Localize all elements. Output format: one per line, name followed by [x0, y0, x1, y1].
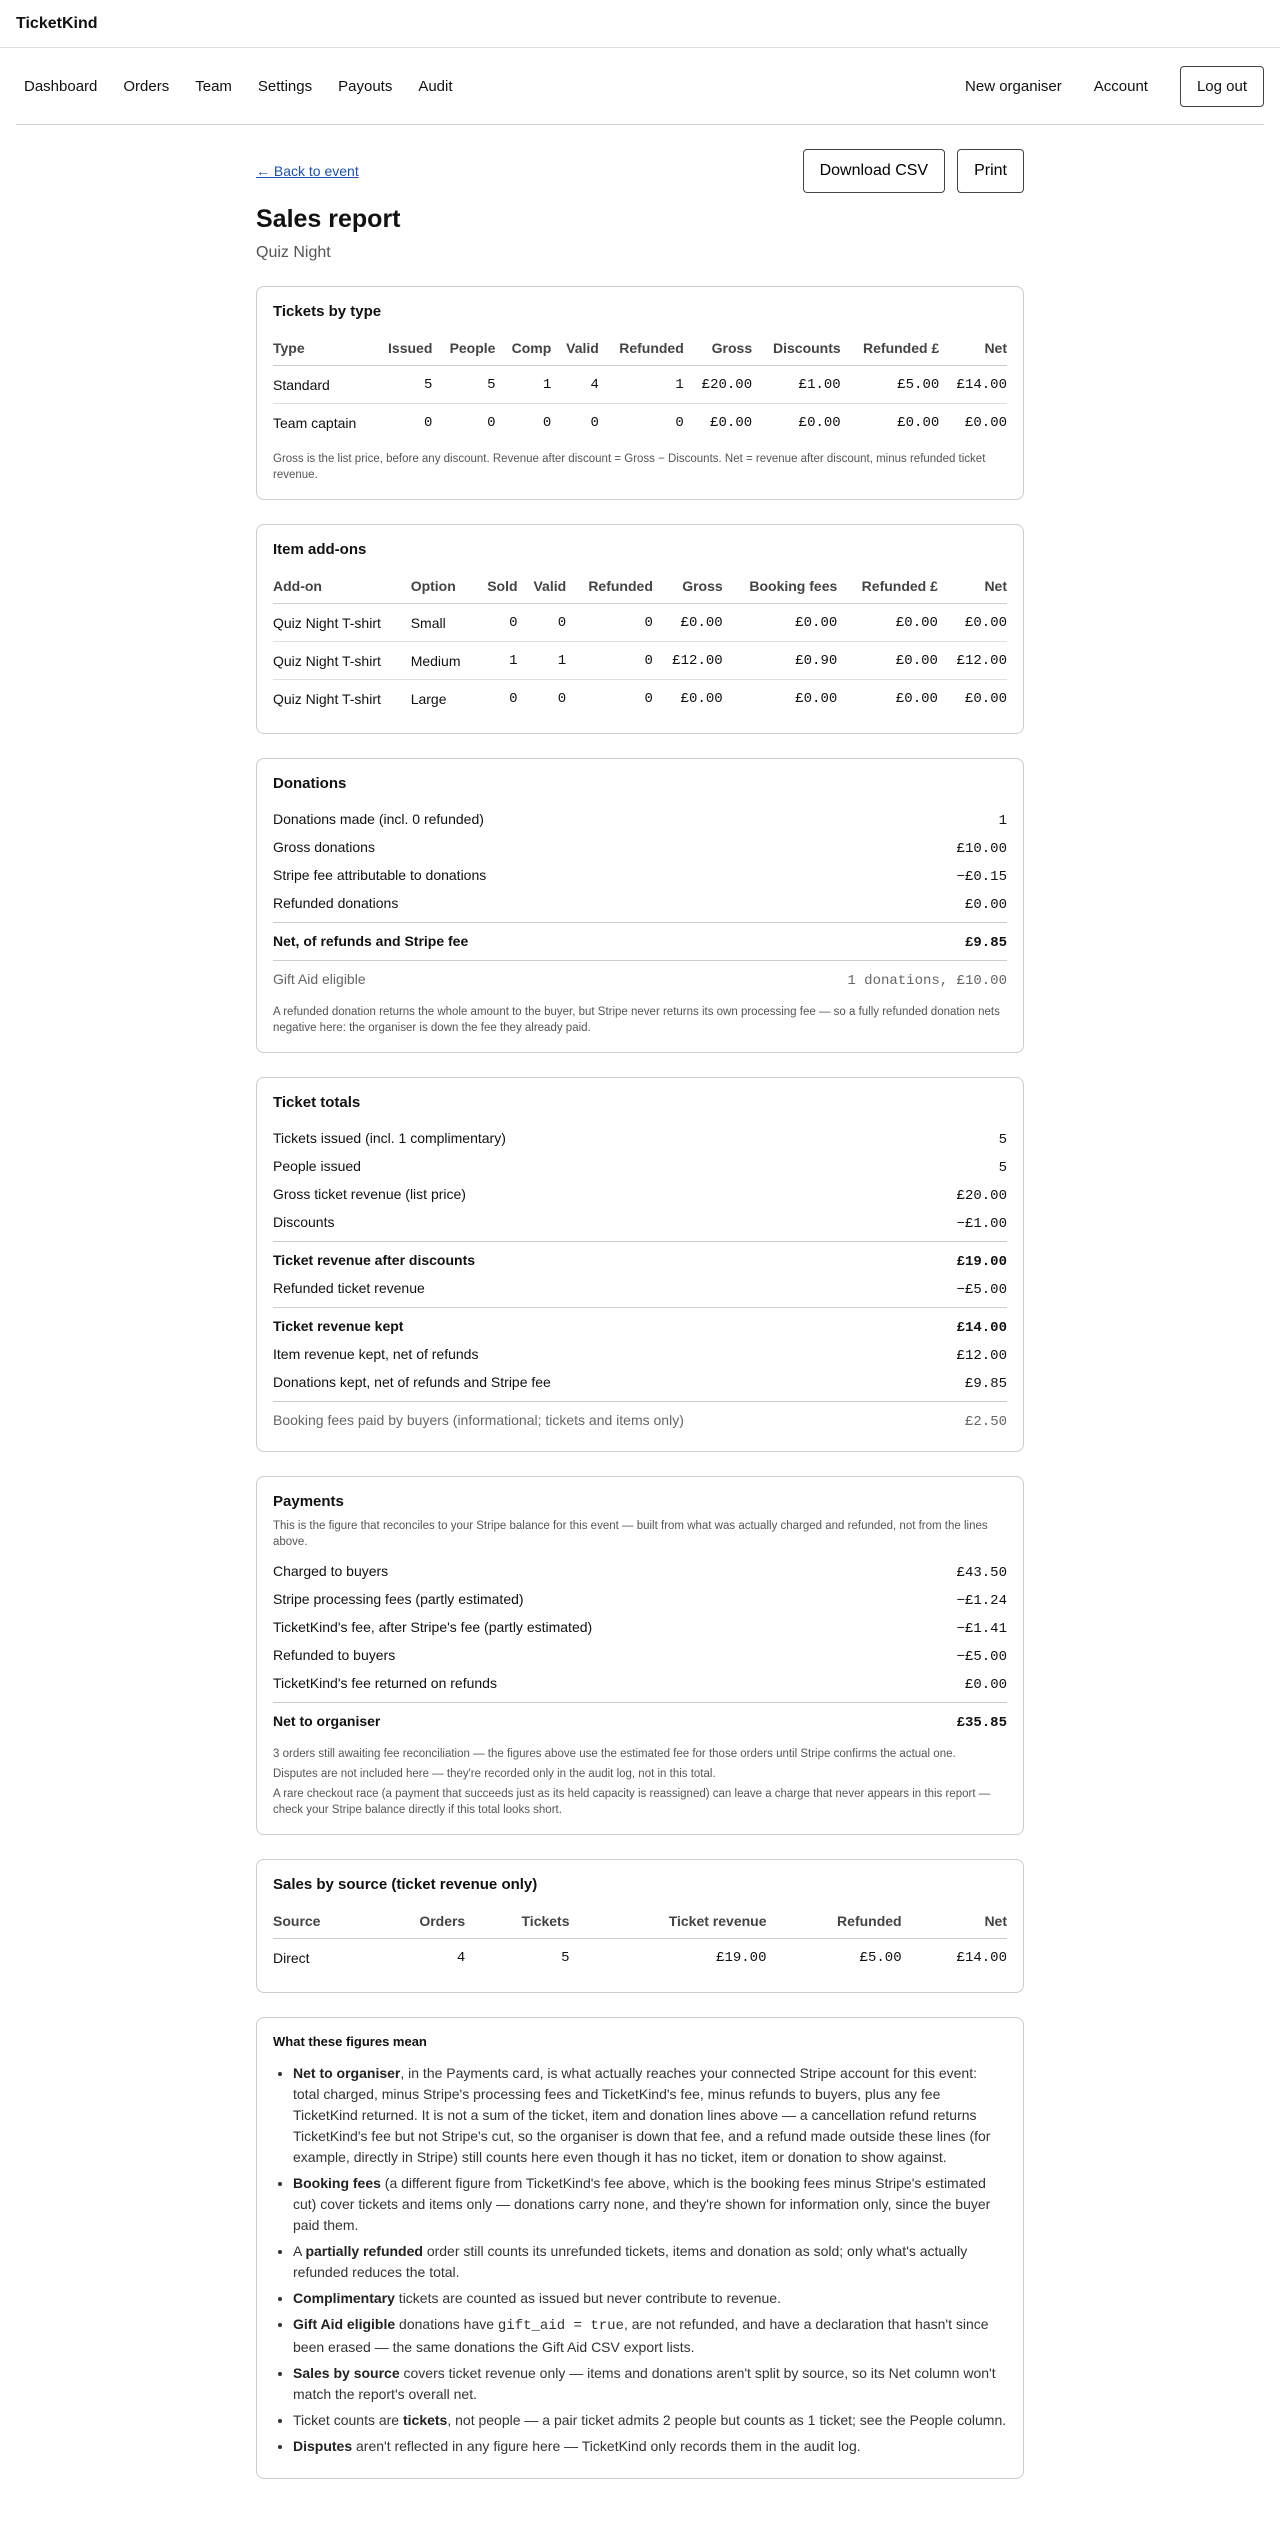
row-label: Stripe processing fees (partly estimated) [273, 1591, 524, 1607]
payments-note: 3 orders still awaiting fee reconciliation — the figures above use the estimated fee for those orders until Stripe confirms the actual one. [273, 1748, 956, 1760]
list-item [293, 2063, 1007, 2168]
table-row [273, 604, 1007, 642]
summary-row [273, 890, 1007, 918]
column-header: Net [943, 334, 1007, 366]
column-header: Issued [375, 334, 436, 366]
item-text: Ticket counts are [293, 2412, 403, 2428]
column-header: Valid [555, 334, 603, 366]
table-cell: 4 [456, 1950, 466, 1966]
payments-intro: This is the figure that reconciles to your Stripe balance for this event — built from what was actually charged and refunded, not from the lines above. [273, 1520, 988, 1548]
row-label: Gross ticket revenue (list price) [273, 1186, 466, 1202]
row-label: People issued [273, 1158, 361, 1174]
payments-note: Disputes are not included here — they're recorded only in the audit log, not in this total. [273, 1768, 716, 1780]
back-to-event-link[interactable]: ← Back to event [256, 163, 359, 179]
row-label: Ticket revenue after discounts [273, 1252, 476, 1268]
card-title: Sales by source (ticket revenue only) [273, 1876, 538, 1893]
table-cell: 0 [675, 415, 684, 431]
row-label: Discounts [273, 1214, 335, 1230]
summary-row [273, 1125, 1007, 1153]
row-value: −£5.00 [956, 1649, 1007, 1665]
column-header: Orders [369, 1907, 469, 1939]
item-text: donations have [395, 2316, 498, 2332]
row-label: Ticket revenue kept [273, 1318, 404, 1334]
row-label: Gift Aid eligible [273, 971, 366, 987]
row-value: 1 donations, £10.00 [847, 973, 1007, 989]
row-value: £2.50 [964, 1414, 1007, 1430]
column-header: Type [273, 334, 375, 366]
table-cell: 1 [603, 366, 688, 404]
item-term: Booking fees [293, 2175, 381, 2191]
report-actions [803, 149, 1024, 193]
row-value: £9.85 [964, 935, 1007, 951]
row-label: Refunded to buyers [273, 1647, 396, 1663]
column-header: Refunded [603, 334, 688, 366]
table-cell: 0 [522, 604, 571, 642]
item-text: , not people — a pair ticket admits 2 people but counts as 1 ticket; see the People column. [447, 2412, 1007, 2428]
list-item [293, 2314, 1007, 2358]
column-header: Valid [522, 572, 571, 604]
row-value: 5 [998, 1132, 1007, 1148]
event-name: Quiz Night [256, 244, 331, 261]
table-cell: Quiz Night T-shirt [273, 604, 407, 642]
item-text: tickets are counted as issued but never contribute to revenue. [394, 2290, 781, 2306]
column-header: Comp [499, 334, 555, 366]
table-cell: £12.00 [657, 642, 727, 680]
list-item [293, 2241, 1007, 2283]
summary-row [273, 1642, 1007, 1670]
table-cell: £14.00 [956, 1950, 1007, 1966]
summary-row [273, 806, 1007, 834]
item-term: Net to organiser [293, 2065, 401, 2081]
summary-row [273, 1614, 1007, 1642]
table-cell: 4 [555, 366, 603, 404]
list-item [293, 2410, 1007, 2431]
table-cell: £0.90 [727, 642, 842, 680]
row-label: TicketKind's fee, after Stripe's fee (partly estimated) [273, 1619, 593, 1635]
print-button[interactable]: Print [957, 149, 1024, 193]
table-cell: £0.00 [680, 691, 723, 707]
row-value: £43.50 [956, 1565, 1007, 1581]
summary-row [273, 1586, 1007, 1614]
table-cell: 0 [487, 415, 496, 431]
table-cell: 0 [570, 604, 657, 642]
column-header: Refunded £ [841, 572, 942, 604]
table-cell: Large [410, 691, 447, 707]
column-header: Source [273, 1907, 369, 1939]
table-cell: £0.00 [841, 604, 942, 642]
report-container [256, 149, 1024, 2479]
summary-row [273, 1369, 1007, 1397]
summary-row [273, 1558, 1007, 1586]
tickets-note: Gross is the list price, before any discount. Revenue after discount = Gross − Discounts. Net = revenue after discount, minus refunded ticket revenue. [273, 453, 986, 481]
list-item [293, 2288, 1007, 2309]
column-header: Ticket revenue [574, 1907, 771, 1939]
nav-audit[interactable]: Audit [418, 77, 453, 95]
donations-note: A refunded donation returns the whole amount to the buyer, but Stripe never returns its own processing fee — so a fully refunded donation nets negative here: the organiser is down the fee they already paid. [273, 1006, 1000, 1034]
table-cell: £0.00 [798, 415, 841, 431]
figures-explanation-card [256, 2017, 1024, 2479]
payments-note: A rare checkout race (a payment that succeeds just as its held capacity is reassigned) can leave a charge that never appears in this report — check your Stripe balance directly if this total looks short. [273, 1788, 991, 1816]
row-value: £12.00 [956, 1348, 1007, 1364]
summary-row [273, 834, 1007, 862]
table-cell: £0.00 [895, 691, 938, 707]
brand-logo[interactable]: TicketKind [16, 14, 98, 32]
table-cell: £20.00 [688, 366, 756, 404]
summary-row [273, 1209, 1007, 1237]
nav-right [965, 66, 1264, 107]
table-row [273, 642, 1007, 680]
table-cell: 0 [509, 691, 518, 707]
row-label: Stripe fee attributable to donations [273, 867, 487, 883]
explanation-list [273, 2063, 1007, 2457]
net-to-organiser-row [273, 1702, 1007, 1736]
nav-payouts[interactable]: Payouts [338, 77, 393, 95]
column-header: Gross [688, 334, 756, 366]
list-item [293, 2436, 1007, 2457]
page-title: Sales report [256, 205, 401, 233]
column-header: Tickets [469, 1907, 573, 1939]
row-value: £19.00 [956, 1254, 1007, 1270]
card-title: Tickets by type [273, 303, 382, 320]
table-row [273, 680, 1007, 718]
table-cell: £5.00 [845, 366, 944, 404]
logout-button[interactable]: Log out [1180, 66, 1264, 107]
tickets-by-type-card [256, 286, 1024, 500]
row-value: 5 [998, 1160, 1007, 1176]
ticket-totals-card [256, 1077, 1024, 1452]
summary-row [273, 1275, 1007, 1303]
net-donations-row [273, 922, 1007, 956]
list-item [293, 2173, 1007, 2236]
table-cell: Medium [407, 642, 476, 680]
row-label: Donations made (incl. 0 refunded) [273, 811, 484, 827]
row-label: Booking fees paid by buyers (informational; tickets and items only) [273, 1412, 684, 1428]
item-addons-table [273, 572, 1007, 717]
table-cell: £0.00 [727, 604, 842, 642]
row-label: Tickets issued (incl. 1 complimentary) [273, 1130, 506, 1146]
table-cell: 0 [542, 415, 552, 431]
item-text: aren't reflected in any figure here — TicketKind only records them in the audit log. [352, 2438, 861, 2454]
summary-row [273, 1181, 1007, 1209]
item-text: (a different figure from TicketKind's fee above, which is the booking fees minus Stripe's estimated cut) cover tickets and items only — donations carry none, and they're shown for information only, since the buyer paid them. [293, 2175, 991, 2233]
table-cell: £19.00 [716, 1950, 767, 1966]
table-cell: 1 [522, 642, 571, 680]
table-cell: 0 [570, 642, 657, 680]
table-cell: £1.00 [756, 366, 845, 404]
report-toolbar [256, 149, 1024, 193]
table-cell: 1 [499, 366, 555, 404]
account-link[interactable]: Account [1093, 77, 1148, 95]
table-cell: Direct [273, 1950, 310, 1966]
column-header: Sold [476, 572, 522, 604]
row-value: £35.85 [956, 1715, 1007, 1731]
summary-row [273, 1341, 1007, 1369]
row-label: TicketKind's fee returned on refunds [273, 1675, 497, 1691]
row-value: −£0.15 [956, 869, 1007, 885]
row-value: £9.85 [964, 1376, 1007, 1392]
table-cell: £0.00 [710, 415, 753, 431]
nav-dashboard[interactable]: Dashboard [24, 77, 98, 95]
table-cell: £12.00 [942, 642, 1007, 680]
column-header: Add-on [273, 572, 407, 604]
table-cell: 5 [561, 1950, 570, 1966]
column-header: People [436, 334, 499, 366]
download-csv-button[interactable]: Download CSV [803, 149, 946, 193]
card-title: Item add-ons [273, 541, 367, 558]
donations-card [256, 758, 1024, 1053]
row-value: 1 [998, 813, 1007, 829]
column-header: Discounts [756, 334, 845, 366]
column-header: Gross [657, 572, 727, 604]
column-header: Refunded £ [845, 334, 944, 366]
new-organiser-link[interactable]: New organiser [965, 77, 1062, 95]
item-addons-card [256, 524, 1024, 734]
item-term: Gift Aid eligible [293, 2316, 396, 2332]
row-label: Donations kept, net of refunds and Stripe fee [273, 1374, 551, 1390]
card-title: What these figures mean [273, 2034, 427, 2049]
row-value: £0.00 [964, 897, 1007, 913]
nav-links [16, 78, 453, 95]
row-label: Refunded ticket revenue [273, 1280, 425, 1296]
row-label: Refunded donations [273, 895, 399, 911]
row-label: Charged to buyers [273, 1563, 389, 1579]
table-cell: 0 [590, 415, 599, 431]
row-value: −£5.00 [956, 1282, 1007, 1298]
table-cell: £5.00 [859, 1950, 902, 1966]
column-header: Net [906, 1907, 1007, 1939]
table-cell: £0.00 [964, 691, 1007, 707]
item-term: Complimentary [293, 2290, 395, 2306]
row-value: −£1.00 [956, 1216, 1007, 1232]
item-text: , in the Payments card, is what actually reaches your connected Stripe account for this event: total charged, minus Stripe's processing fees and TicketKind's fee, minus refunds to buyers, plus any fee TicketKind returned. It is not a sum of the ticket, item and donation lines above — a cancellation refund returns TicketKind's fee but not Stripe's cut, so the organiser is down that fee, and a refund made outside these lines (for example, directly in Stripe) still counts here even though it has no ticket, item or donation to show against. [293, 2065, 991, 2165]
row-label: Net to organiser [273, 1713, 381, 1729]
booking-fees-row [273, 1401, 1007, 1435]
table-cell: £0.00 [942, 604, 1007, 642]
table-cell: Standard [273, 366, 375, 404]
table-cell: 0 [476, 604, 522, 642]
column-header: Refunded [771, 1907, 906, 1939]
table-cell: £0.00 [964, 415, 1007, 431]
table-cell: £0.00 [657, 604, 727, 642]
table-cell: 0 [644, 691, 653, 707]
table-header-row [273, 1907, 1007, 1939]
sales-by-source-table [273, 1907, 1007, 1976]
sales-by-source-card [256, 1859, 1024, 1993]
nav-team[interactable]: Team [195, 77, 232, 95]
column-header: Option [407, 572, 476, 604]
table-cell: Small [407, 604, 476, 642]
table-cell: 5 [436, 366, 499, 404]
row-value: £0.00 [964, 1677, 1007, 1693]
summary-row [273, 862, 1007, 890]
table-row [273, 1939, 1007, 1977]
item-term: tickets [402, 2412, 448, 2428]
table-row [273, 366, 1007, 404]
main-nav [16, 48, 1264, 125]
card-title: Payments [273, 1493, 344, 1510]
table-cell: £0.00 [841, 642, 942, 680]
row-label: Net, of refunds and Stripe fee [273, 933, 469, 949]
table-cell: Quiz Night T-shirt [273, 691, 381, 707]
row-value: −£1.41 [956, 1621, 1007, 1637]
payments-card [256, 1476, 1024, 1835]
nav-settings[interactable]: Settings [257, 77, 313, 95]
brand-bar [0, 0, 1280, 48]
table-cell: Quiz Night T-shirt [273, 642, 407, 680]
item-text: covers ticket revenue only — items and donations aren't split by source, so its Net column won't match the report's overall net. [293, 2365, 996, 2402]
item-term: Sales by source [293, 2365, 400, 2381]
table-row [273, 404, 1007, 442]
item-term: partially refunded [305, 2243, 423, 2259]
card-title: Ticket totals [273, 1094, 361, 1111]
item-text: order still counts its unrefunded tickets, items and donation as sold; only what's actually refunded reduces the total. [293, 2243, 968, 2280]
item-code: gift_aid = true [497, 2318, 624, 2334]
summary-row [273, 1670, 1007, 1698]
summary-row [273, 1153, 1007, 1181]
table-cell: £0.00 [897, 415, 940, 431]
gift-aid-row [273, 960, 1007, 994]
row-label: Item revenue kept, net of refunds [273, 1346, 479, 1362]
column-header: Net [942, 572, 1007, 604]
table-cell: 5 [375, 366, 436, 404]
row-value: £10.00 [956, 841, 1007, 857]
table-cell: 1 [476, 642, 522, 680]
item-term: Disputes [293, 2438, 353, 2454]
row-value: −£1.24 [956, 1593, 1007, 1609]
card-title: Donations [273, 775, 347, 792]
item-text: A [293, 2243, 306, 2259]
table-header-row [273, 334, 1007, 366]
tickets-by-type-table [273, 334, 1007, 441]
after-discounts-row [273, 1241, 1007, 1275]
table-cell: £14.00 [943, 366, 1007, 404]
table-cell: Team captain [273, 415, 357, 431]
row-value: £14.00 [956, 1320, 1007, 1336]
row-value: £20.00 [956, 1188, 1007, 1204]
column-header: Refunded [570, 572, 657, 604]
table-cell: 0 [557, 691, 567, 707]
list-item [293, 2363, 1007, 2405]
revenue-kept-row [273, 1307, 1007, 1341]
row-label: Gross donations [273, 839, 375, 855]
table-cell: 0 [423, 415, 433, 431]
nav-orders[interactable]: Orders [123, 77, 170, 95]
table-header-row [273, 572, 1007, 604]
table-cell: £0.00 [795, 691, 838, 707]
column-header: Booking fees [727, 572, 842, 604]
item-text: , are not refunded, and have a declaration that hasn't since been erased — the same donations the Gift Aid CSV export lists. [293, 2316, 989, 2355]
